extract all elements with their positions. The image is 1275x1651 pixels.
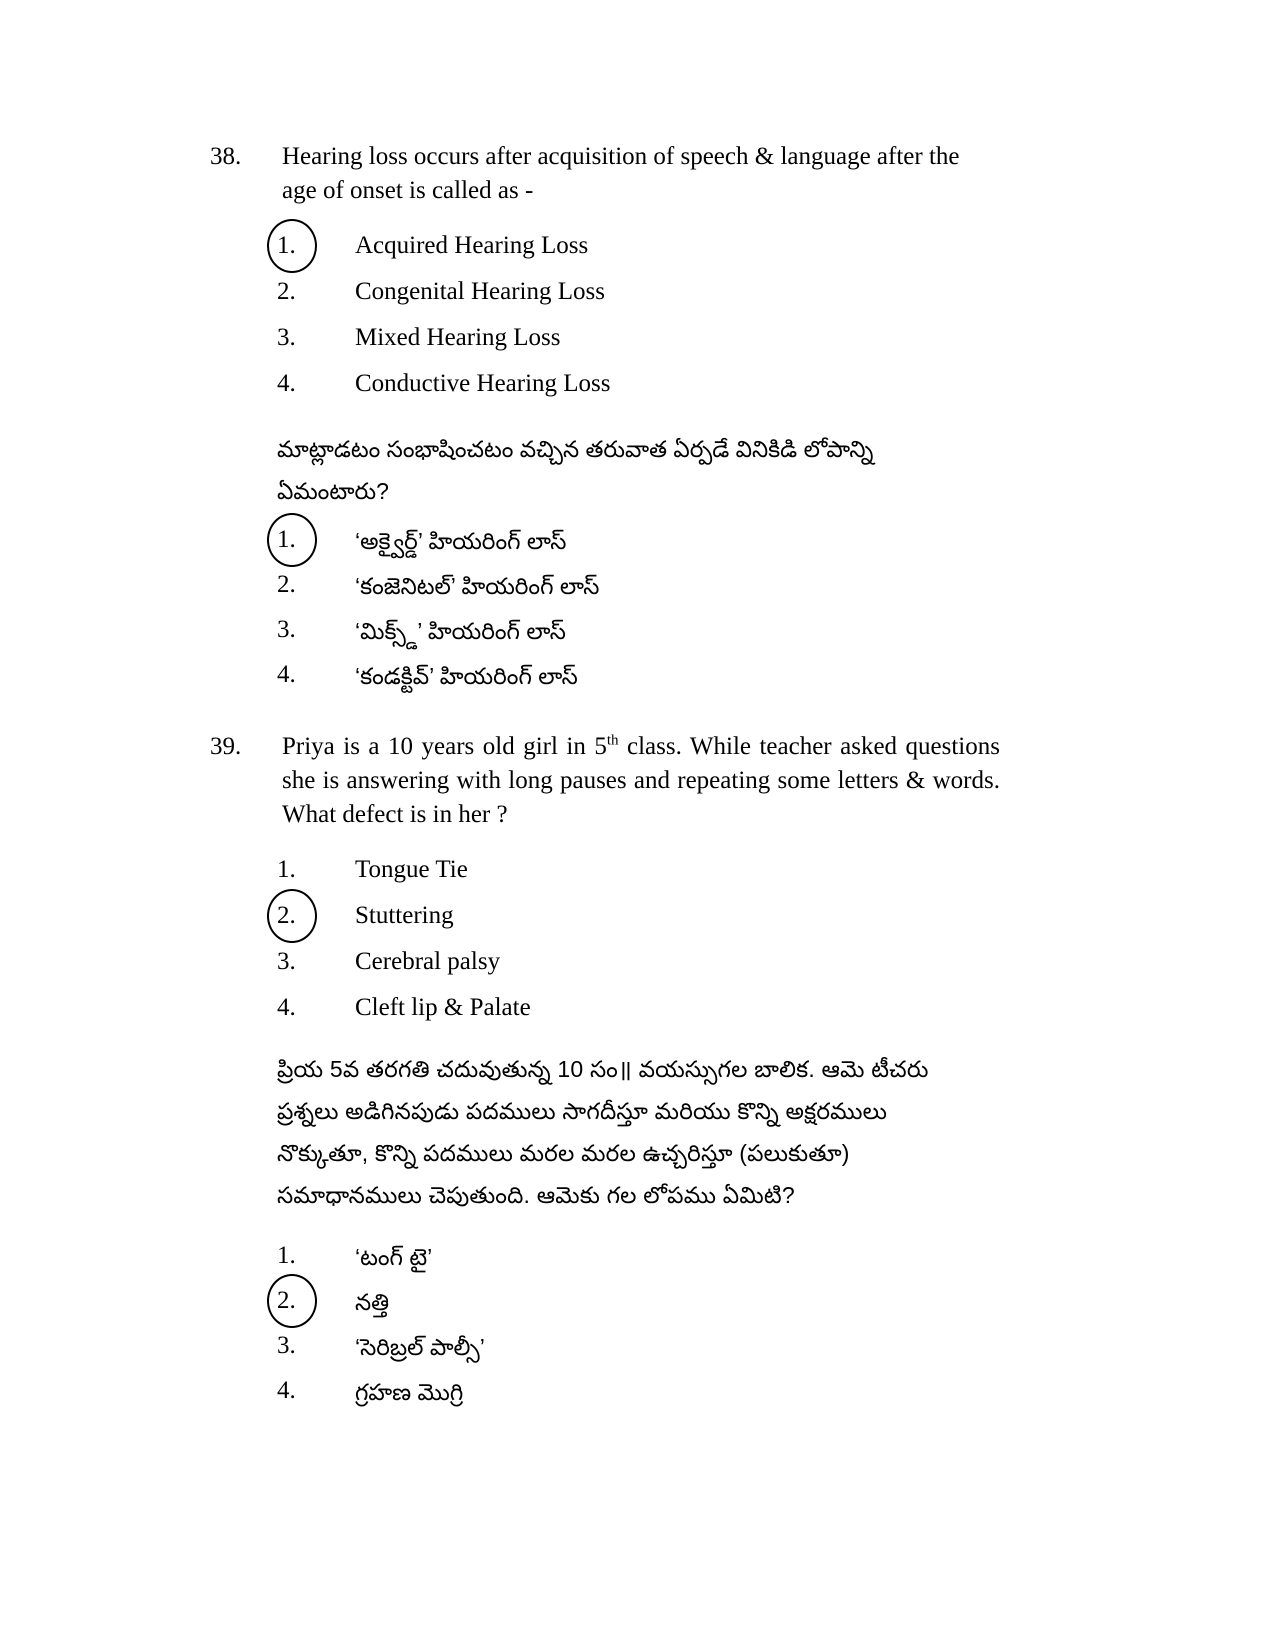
option-number [277,852,355,888]
option-number-label: 4. [277,994,296,1021]
option-label: ‘మిక్స్డ్’ హియరింగ్ లాస్ [355,618,566,644]
option-number [277,944,355,980]
option-number [277,898,355,934]
option-number [277,522,355,558]
option-label: Tongue Tie [355,856,468,883]
option-label: ‘కంజెనిటల్’ హియరింగ్ లాస్ [355,573,600,599]
option-number-label: 4. [277,1377,296,1404]
option-number [277,1328,355,1364]
option-label: Conductive Hearing Loss [355,370,611,397]
option-row[interactable] [277,852,1177,888]
option-number-label: 2. [277,571,296,598]
option-number-label: 3. [277,948,296,975]
option-label: Cerebral palsy [355,948,501,975]
question-38-stem-english [282,140,1000,208]
option-row[interactable] [277,1328,1177,1366]
telugu-line: నొక్కుతూ, కొన్ని పదములు మరల మరల ఉచ్చరిస్తూ (పలుకుతూ) [277,1140,850,1166]
option-number [277,1283,355,1319]
option-number-label: 1. [277,1242,296,1269]
option-number [277,366,355,402]
option-number-label: 4. [277,661,296,688]
telugu-line: ప్రశ్నలు అడిగినపుడు పదములు సాగదీస్తూ మరియు కొన్ని అక్షరములు [277,1098,888,1124]
option-label: ‘అక్వైర్డ్’ హియరింగ్ లాస్ [355,528,567,554]
question-38 [0,140,1275,208]
option-number [277,1238,355,1274]
option-number [277,228,355,264]
ordinal-suffix: th [606,732,619,749]
option-number-label: 1. [277,526,296,553]
option-label: Congenital Hearing Loss [355,278,605,305]
question-39 [0,730,1275,832]
option-row[interactable] [277,567,1177,605]
option-number [277,1373,355,1409]
option-number-label: 4. [277,370,296,397]
question-38-stem-line-2: age of onset is called as - [282,177,534,204]
option-label: Acquired Hearing Loss [355,232,589,259]
question-39-stem-row [0,730,1275,832]
option-row[interactable] [277,1238,1177,1276]
option-number-label: 3. [277,324,296,351]
option-number-label: 3. [277,616,296,643]
option-number-label: 2. [277,278,296,305]
option-row[interactable] [277,612,1177,650]
question-38-options-english [277,228,1177,402]
option-label: నత్తి [355,1289,390,1315]
question-39-stem-part-1: Priya is a 10 years old girl in 5 [282,733,607,760]
option-label: Mixed Hearing Loss [355,324,561,351]
telugu-line: ప్రియ 5వ తరగతి చదువుతున్న 10 సం॥ వయస్సుగల బాలిక. ఆమె టీచరు [277,1056,929,1082]
option-number [277,274,355,310]
option-row[interactable] [277,990,1177,1026]
option-row[interactable] [277,228,1177,264]
option-row[interactable] [277,944,1177,980]
option-label: ‘సెరిబ్రల్ పాల్సీ’ [355,1334,485,1360]
option-row[interactable] [277,274,1177,310]
option-label: Stuttering [355,902,454,929]
option-row[interactable] [277,898,1177,934]
question-39-options-english [277,852,1177,1026]
option-number [277,612,355,648]
option-row[interactable] [277,657,1177,695]
option-row[interactable] [277,522,1177,560]
question-39-options-telugu [277,1238,1177,1411]
option-number-label: 3. [277,1332,296,1359]
option-number-label: 2. [277,1287,296,1314]
option-number [277,657,355,693]
question-39-stem-english [282,730,1000,832]
option-number [277,990,355,1026]
question-38-options-telugu [277,522,1177,695]
option-number [277,567,355,603]
option-label: ‘కండక్టివ్’ హియరింగ్ లాస్ [355,663,578,689]
telugu-line: మాట్లాడటం సంభాషించటం వచ్చిన తరువాత ఏర్పడే వినికిడి లోపాన్ని [277,436,874,462]
option-row[interactable] [277,320,1177,356]
question-39-number: 39. [210,733,242,760]
option-label: Cleft lip & Palate [355,994,531,1021]
option-number-label: 1. [277,232,296,259]
question-38-stem-row [0,140,1275,208]
option-label: గ్రహణ మొగ్రి [355,1379,464,1405]
option-row[interactable] [277,1373,1177,1411]
telugu-line: సమాధానములు చెపుతుంది. ఆమెకు గల లోపము ఏమిటి? [277,1182,795,1208]
option-number [277,320,355,356]
option-label: ‘టంగ్ టై’ [355,1244,433,1270]
option-number-label: 1. [277,856,296,883]
option-row[interactable] [277,366,1177,402]
question-38-stem-line-1: Hearing loss occurs after acquisition of speech & language after the [282,143,960,170]
option-row[interactable] [277,1283,1177,1321]
telugu-line: ఏమంటారు? [277,478,389,504]
question-38-number: 38. [210,143,242,170]
option-number-label: 2. [277,902,296,929]
question-38-stem-telugu [277,428,1017,512]
question-39-stem-telugu [277,1048,1017,1216]
question-39-stem-part-2: class. While teacher asked questions she is answering with long pauses and repeating some letters & words. What defect is in her ? [282,733,1000,828]
